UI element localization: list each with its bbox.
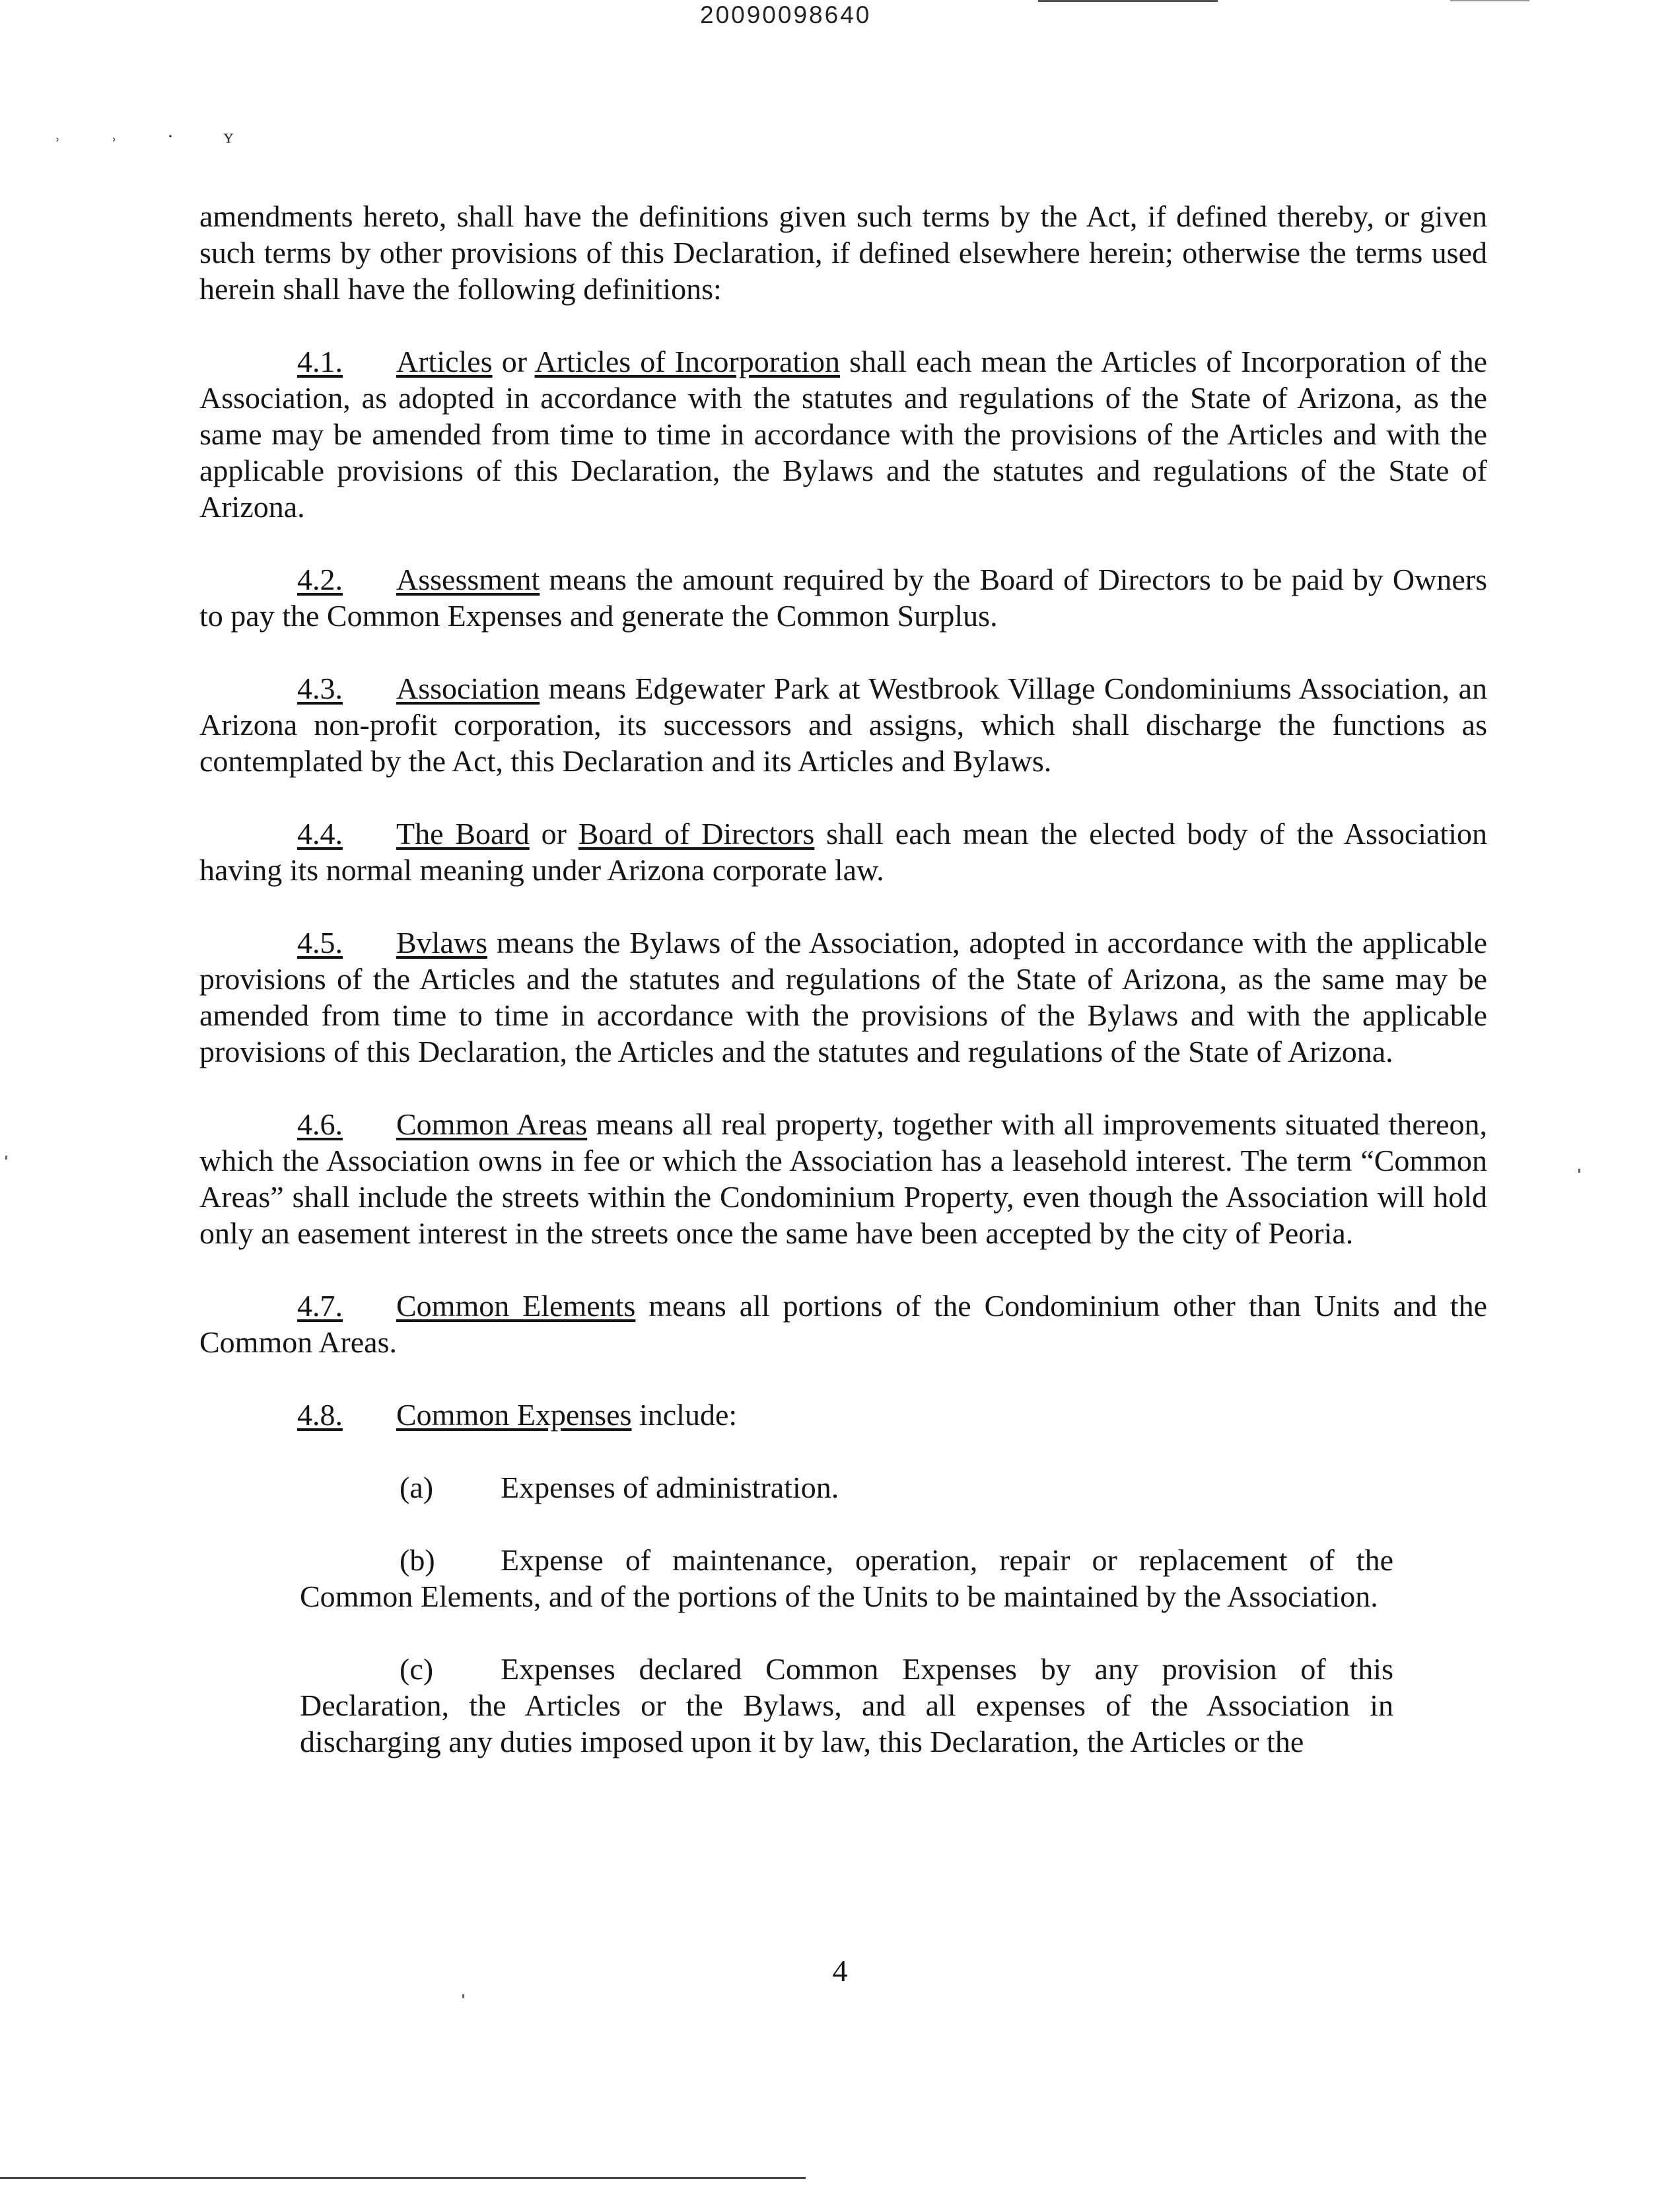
section-number: 4.1. bbox=[297, 345, 343, 378]
subitem-label: (b) bbox=[400, 1543, 435, 1577]
subitem-c bbox=[199, 1651, 1487, 1760]
subitem-a bbox=[199, 1469, 1487, 1506]
definition-4-2 bbox=[199, 561, 1487, 634]
definition-4-6 bbox=[199, 1106, 1487, 1251]
section-number: 4.5. bbox=[297, 926, 343, 959]
defined-term: Common Areas bbox=[396, 1107, 588, 1141]
definition-text: means Edgewater Park at Westbrook Village Condominiums Association, an Arizona non-profit corporation, its successors and assigns, which shall discharge the functions as contemplated by the Act, this Declaration and its Articles and Bylaws. bbox=[199, 672, 1487, 778]
definition-text: means the Bylaws of the Association, adopted in accordance with the applicable provisions of the Articles and the statutes and regulations of the State of Arizona, as the same may be amended from time to time in accordance with the provisions of the Bylaws and with the applicable provisions of this Declaration, the Articles and the statutes and regulations of the State of Arizona. bbox=[199, 926, 1487, 1068]
document-body bbox=[199, 198, 1487, 1760]
section-number: 4.6. bbox=[297, 1107, 343, 1141]
definition-4-4 bbox=[199, 816, 1487, 888]
subitem-label: (a) bbox=[400, 1471, 434, 1504]
intro-paragraph: amendments hereto, shall have the definitions given such terms by the Act, if defined thereby, or given such terms by other provisions of this Declaration, if defined elsewhere herein; otherwise the terms used herein shall have the following definitions: bbox=[199, 199, 1487, 306]
defined-term: Common Expenses bbox=[396, 1398, 632, 1432]
defined-term: Assessment bbox=[396, 563, 540, 596]
definition-text: shall each mean the Articles of Incorporation of the Association, as adopted in accordance with the statutes and regulations of the State of Arizona, as the same may be amended from time to time in accordance with the provisions of the Articles and with the applicable provisions of this Declaration, the Bylaws and the statutes and regulations of the State of Arizona. bbox=[199, 345, 1487, 524]
definition-text: means all portions of the Condominium other than Units and the Common Areas. bbox=[199, 1289, 1487, 1359]
defined-term: Association bbox=[396, 672, 540, 705]
defined-term: Common Elements bbox=[396, 1289, 636, 1323]
definition-text: means the amount required by the Board of Directors to be paid by Owners to pay the Common Expenses and generate the Common Surplus. bbox=[199, 563, 1487, 633]
defined-term: Articles bbox=[396, 345, 493, 378]
scan-bottom-edge bbox=[0, 2177, 806, 2179]
definition-text: means all real property, together with all improvements situated thereon, which the Association owns in fee or which the Association has a leasehold interest. The term “Common Areas” shall include the streets within the Condominium Property, even though the Association will hold only an easement interest in the streets once the same have been accepted by the city of Peoria. bbox=[199, 1107, 1487, 1250]
defined-term-alt: Articles of Incorporation bbox=[534, 345, 841, 378]
document-number: 20090098640 bbox=[700, 1, 872, 28]
defined-term: Bvlaws bbox=[396, 926, 487, 959]
definition-text: include: bbox=[631, 1398, 738, 1432]
scan-edge-line bbox=[1038, 0, 1218, 2]
term-joiner: or bbox=[529, 817, 578, 850]
scan-edge-line-far bbox=[1450, 0, 1529, 1]
section-number: 4.2. bbox=[297, 563, 343, 596]
subitem-label: (c) bbox=[400, 1652, 434, 1686]
page-number: 4 bbox=[832, 1954, 848, 1988]
scan-marks: ˒ ˒ · ʏ bbox=[54, 125, 256, 147]
scan-speck bbox=[1578, 1169, 1580, 1173]
definition-text: shall each mean the elected body of the Association having its normal meaning under Arizona corporate law. bbox=[199, 817, 1487, 887]
defined-term: The Board bbox=[396, 817, 530, 850]
subitem-text: Expense of maintenance, operation, repair or replacement of the Common Elements, and of the portions of the Units to be maintained by the Association. bbox=[300, 1543, 1393, 1613]
scan-speck bbox=[462, 1994, 464, 1998]
section-number: 4.8. bbox=[297, 1398, 343, 1432]
definition-4-5 bbox=[199, 924, 1487, 1070]
definition-4-8 bbox=[199, 1397, 1487, 1433]
defined-term-alt: Board of Directors bbox=[578, 817, 815, 850]
definition-4-1 bbox=[199, 343, 1487, 525]
section-number: 4.3. bbox=[297, 672, 343, 705]
term-joiner: or bbox=[492, 345, 535, 378]
subitem-text: Expenses of administration. bbox=[501, 1471, 839, 1504]
section-number: 4.4. bbox=[297, 817, 343, 850]
subitem-b bbox=[199, 1542, 1487, 1614]
definition-4-7 bbox=[199, 1288, 1487, 1360]
section-number: 4.7. bbox=[297, 1289, 343, 1323]
definition-4-3 bbox=[199, 670, 1487, 779]
scan-speck bbox=[5, 1156, 7, 1160]
subitem-text: Expenses declared Common Expenses by any provision of this Declaration, the Articles or the Bylaws, and all expenses of the Association in discharging any duties imposed upon it by law, this Declaration, the Articles or the bbox=[300, 1652, 1393, 1758]
